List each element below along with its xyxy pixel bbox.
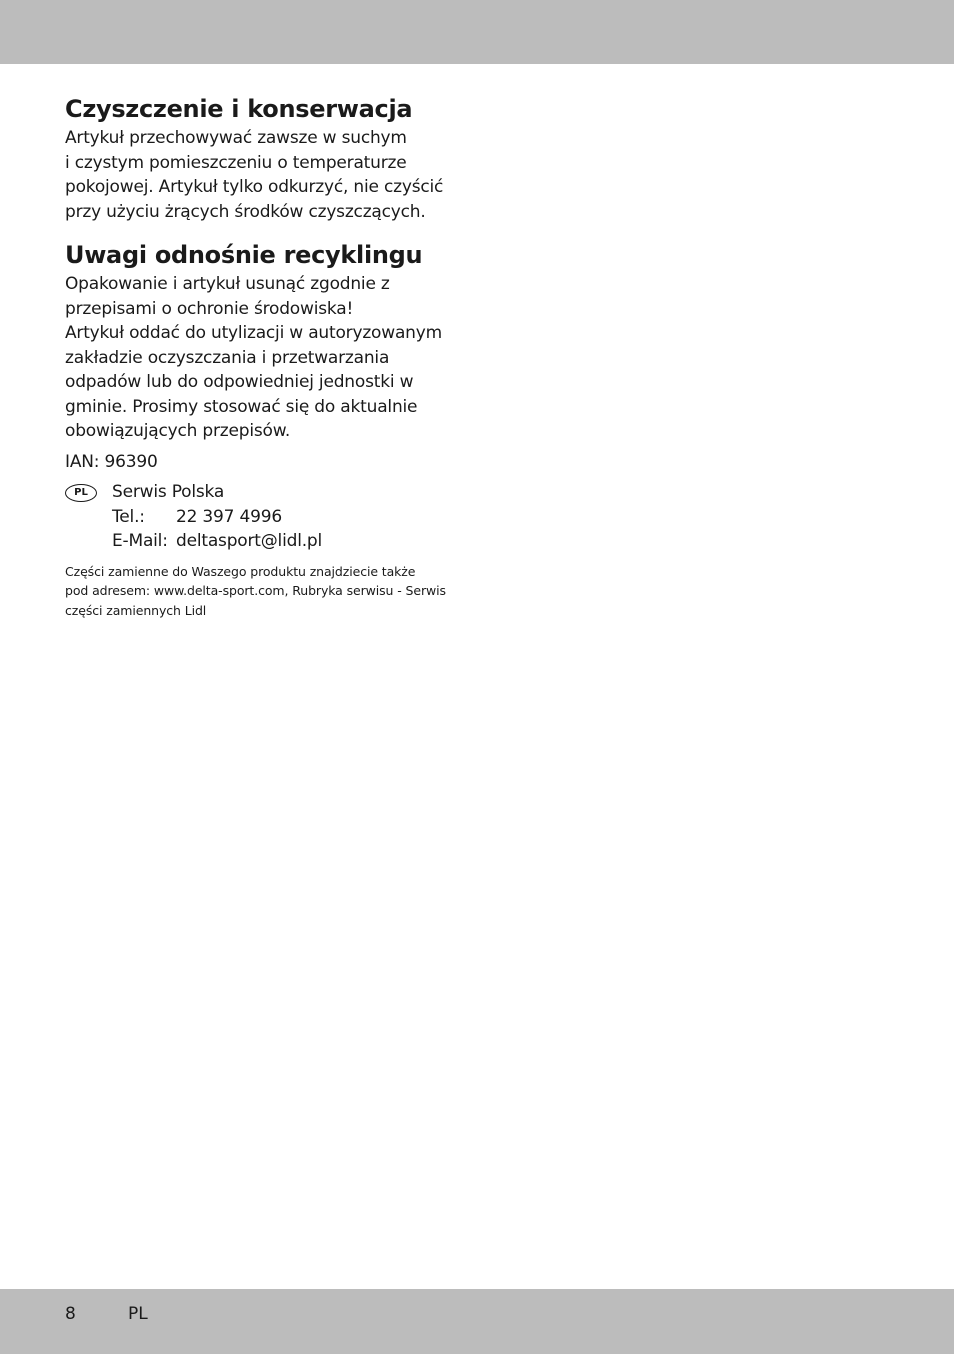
spare-parts-note: Części zamienne do Waszego produktu znajdziecie także pod adresem: www.delta-sport.com, Rubryka serwisu - Serwis części zamiennych Lidl	[65, 564, 446, 618]
main-content	[65, 92, 465, 620]
email-label: E-Mail:	[112, 531, 168, 551]
section-body-recycling: Opakowanie i artykuł usunąć zgodnie z przepisami o ochronie środowiska! Artykuł oddać do utylizacji w autoryzowanym zakładzie oczyszczania i przetwarzania odpadów lub do odpowiedniej jednostki w gminie. Prosimy stosować się do aktualnie obowiązujących przepisów.	[65, 274, 442, 441]
service-email-row	[112, 529, 322, 554]
section-body-care: Artykuł przechowywać zawsze w suchym i czystym pomieszczeniu o temperaturze pokojowej. Artykuł tylko odkurzyć, nie czyścić przy użyciu żrących środków czyszczących.	[65, 128, 444, 222]
tel-label: Tel.:	[112, 506, 145, 527]
email-value: deltasport@lidl.pl	[176, 531, 323, 551]
service-details	[112, 480, 322, 554]
service-tel-row	[112, 505, 322, 530]
section-title-care: Czyszczenie i konserwacja	[65, 95, 413, 123]
country-badge-icon: PL	[65, 484, 97, 502]
service-name: Serwis Polska	[112, 482, 225, 502]
page-language: PL	[128, 1304, 148, 1324]
section-title-recycling: Uwagi odnośnie recyklingu	[65, 241, 423, 269]
page-number: 8	[65, 1304, 76, 1324]
tel-value: 22 397 4996	[176, 506, 282, 527]
header-band	[0, 0, 954, 64]
service-block	[65, 480, 465, 554]
ian-number: IAN: 96390	[65, 451, 158, 472]
